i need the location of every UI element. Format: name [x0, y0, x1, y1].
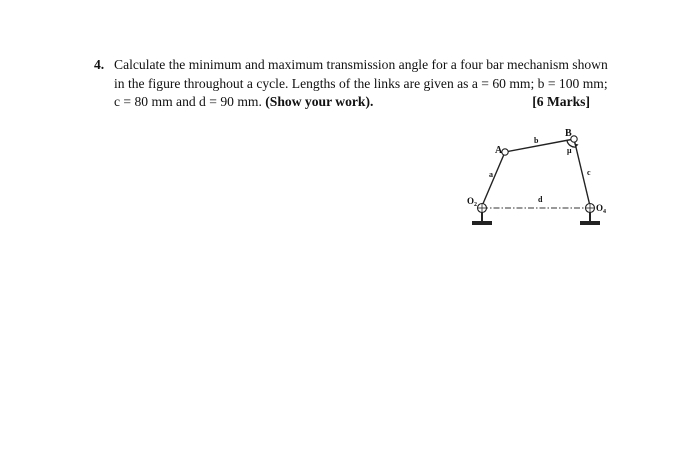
label-A: A: [495, 145, 503, 156]
label-a: a: [489, 170, 493, 179]
marks-label: [6 Marks]: [532, 94, 590, 109]
label-b: b: [534, 136, 539, 145]
pivot-O2: [478, 204, 487, 213]
question-line-1: Calculate the minimum and maximum transmission angle for a four bar mechanism shown: [114, 57, 608, 72]
label-O2-letter: O: [467, 196, 475, 206]
label-O2: [467, 196, 477, 208]
link-b: [505, 139, 574, 152]
label-O4: [596, 203, 606, 215]
label-B: B: [565, 128, 572, 139]
label-O2-subscript: 2: [474, 202, 478, 208]
label-O4-letter: O: [596, 203, 604, 213]
show-work-instruction: (Show your work).: [265, 94, 374, 109]
label-O4-subscript: 4: [603, 209, 607, 215]
joint-B: [571, 136, 577, 142]
label-mu: μ: [567, 146, 572, 155]
question-line-3: [114, 93, 630, 112]
mechanism-diagram: [466, 122, 616, 232]
link-a: [482, 152, 505, 206]
question-line-2: in the figure throughout a cycle. Lengths of the links are given as a = 60 mm; b = 100 mm;: [114, 75, 608, 91]
label-c: c: [587, 168, 591, 177]
question-number: 4.: [94, 57, 105, 72]
question-text: [114, 56, 630, 112]
question-block: [94, 56, 630, 112]
pivot-O4: [586, 204, 595, 213]
question-line-3-text: c = 80 mm and d = 90 mm.: [114, 94, 262, 109]
four-bar-mechanism-figure: [466, 122, 616, 232]
joint-A: [502, 149, 508, 155]
label-d: d: [538, 195, 543, 204]
